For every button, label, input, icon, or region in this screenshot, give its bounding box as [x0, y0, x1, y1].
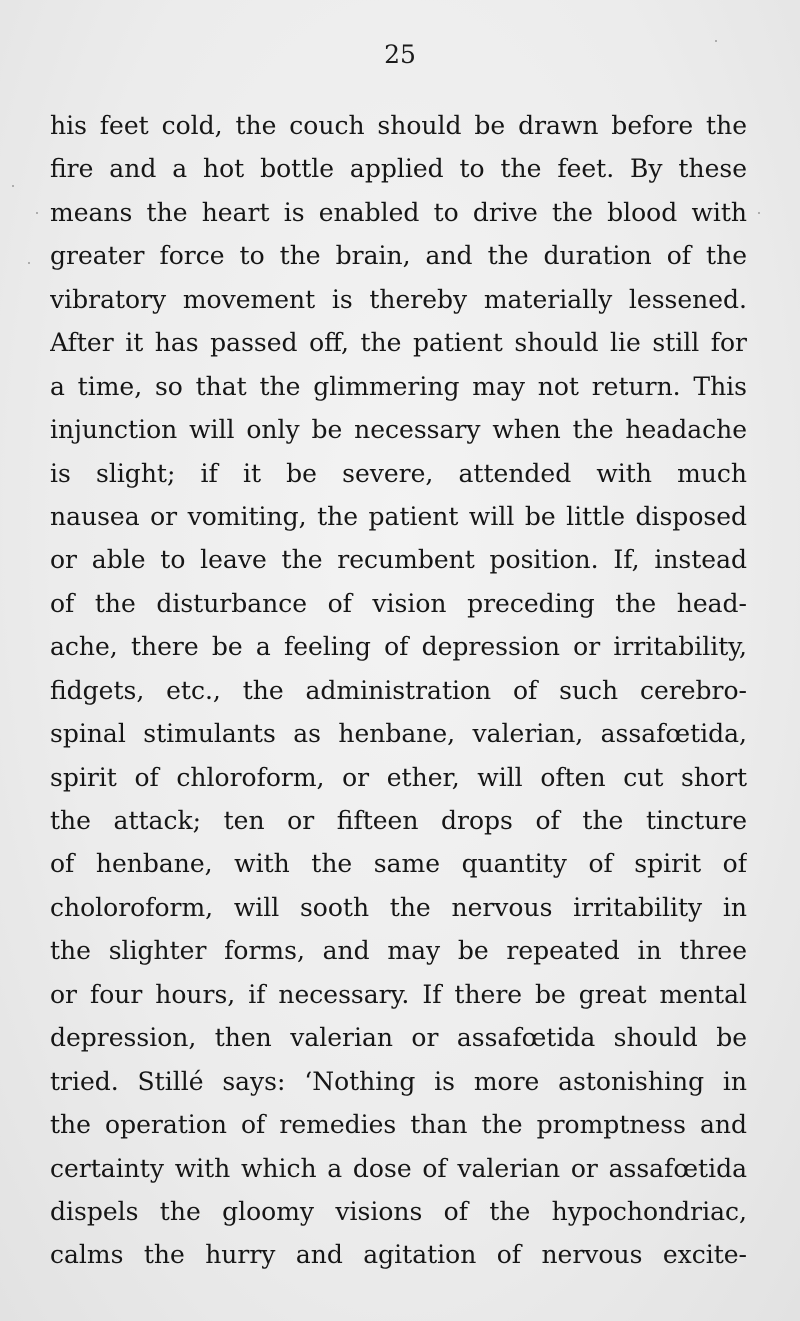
body-text — [50, 104, 747, 1277]
text-line: depression, then valerian or assafœtida should be — [50, 1023, 747, 1053]
paper-speck — [715, 40, 717, 42]
text-line: dispels the gloomy visions of the hypochondriac, — [50, 1196, 747, 1226]
text-line: is slight; if it be severe, attended with much — [50, 458, 747, 488]
text-line: vibratory movement is thereby materially lessened. — [50, 284, 747, 314]
text-line: the operation of remedies than the promptness and — [50, 1110, 747, 1140]
text-line: fire and a hot bottle applied to the feet. By these — [50, 154, 747, 184]
text-line: the slighter forms, and may be repeated in three — [50, 936, 747, 966]
text-line: fidgets, etc., the administration of such cerebro- — [50, 675, 747, 705]
paper-speck — [28, 262, 30, 264]
text-line: spinal stimulants as henbane, valerian, assafœtida, — [50, 719, 747, 749]
text-line: certainty with which a dose of valerian or assafœtida — [50, 1153, 747, 1183]
text-line: of henbane, with the same quantity of spirit of — [50, 849, 747, 879]
text-line: After it has passed off, the patient should lie still for — [50, 328, 747, 358]
text-line: or able to leave the recumbent position. If, instead — [50, 545, 747, 575]
text-line: a time, so that the glimmering may not return. This — [50, 371, 747, 401]
text-line: of the disturbance of vision preceding the head- — [50, 588, 747, 618]
text-line: or four hours, if necessary. If there be great mental — [50, 979, 747, 1009]
text-line: the attack; ten or fifteen drops of the tincture — [50, 806, 747, 835]
text-line: greater force to the brain, and the duration of the — [50, 241, 747, 271]
paper-speck — [758, 212, 760, 214]
paper-speck — [12, 185, 14, 187]
text-line: spirit of chloroform, or ether, will often cut short — [50, 762, 747, 792]
text-line: means the heart is enabled to drive the blood with — [50, 197, 747, 227]
paper-speck — [36, 212, 38, 214]
text-line: nausea or vomiting, the patient will be little disposed — [50, 501, 747, 531]
text-line: injunction will only be necessary when the headache — [50, 415, 747, 445]
text-line: choloroform, will sooth the nervous irritability in — [50, 892, 747, 922]
text-line: tried. Stillé says: ‘Nothing is more astonishing in — [50, 1066, 747, 1096]
text-line: his feet cold, the couch should be drawn before the — [50, 111, 747, 140]
page-number: 25 — [384, 40, 416, 69]
text-line: calms the hurry and agitation of nervous excite- — [50, 1240, 747, 1270]
text-line: ache, there be a feeling of depression or irritability, — [50, 632, 747, 662]
